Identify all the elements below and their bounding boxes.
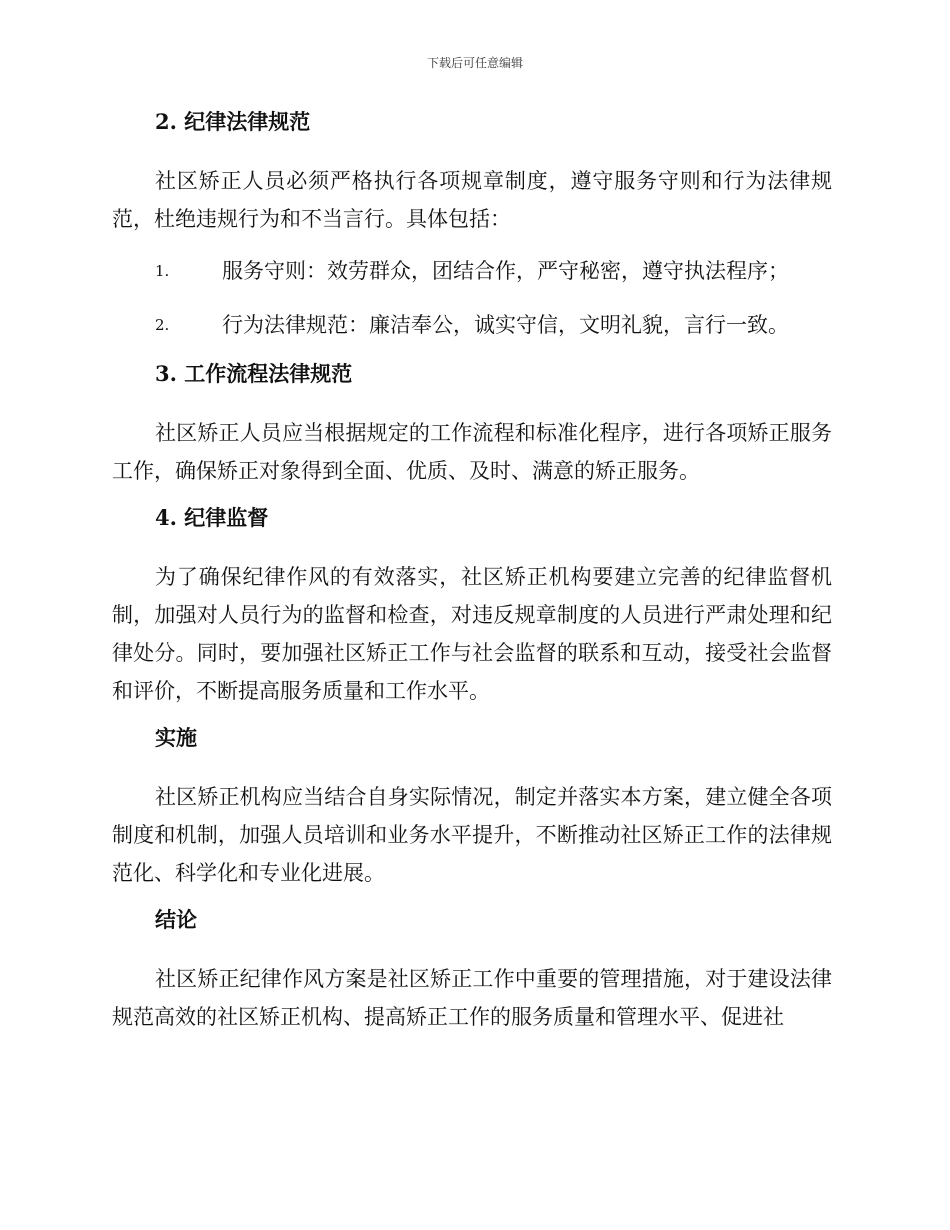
section-paragraph-implementation: 社区矫正机构应当结合自身实际情况，制定并落实本方案，建立健全各项制度和机制，加强人员培训和业务水平提升，不断推动社区矫正工作的法律规范化、科学化和专业化进展。 xyxy=(112,785,832,885)
page-header: 下载后可任意编辑 xyxy=(426,56,523,70)
section-heading-3: 3. 工作流程法律规范 xyxy=(155,361,353,386)
section-heading-conclusion: 结论 xyxy=(155,907,197,932)
section-heading-implementation: 实施 xyxy=(155,725,197,750)
list-item-number: 1. xyxy=(155,262,170,280)
section-paragraph-3: 社区矫正人员应当根据规定的工作流程和标准化程序，进行各项矫正服务工作，确保矫正对象得到全面、优质、及时、满意的矫正服务。 xyxy=(112,421,832,483)
section-heading-2: 2. 纪律法律规范 xyxy=(155,109,311,134)
list-item xyxy=(112,252,832,290)
section-heading-4: 4. 纪律监督 xyxy=(155,505,269,530)
list-item-text: 服务守则：效劳群众，团结合作，严守秘密，遵守执法程序； xyxy=(222,259,789,283)
section-paragraph-4: 为了确保纪律作风的有效落实，社区矫正机构要建立完善的纪律监督机制，加强对人员行为的监督和检查，对违反规章制度的人员进行严肃处理和纪律处分。同时，要加强社区矫正工作与社会监督的联系和互动，接受社会监督和评价，不断提高服务质量和工作水平。 xyxy=(112,565,832,703)
document-body xyxy=(112,108,832,1050)
list-item-text: 行为法律规范：廉洁奉公，诚实守信，文明礼貌，言行一致。 xyxy=(222,313,789,337)
section-paragraph-conclusion: 社区矫正纪律作风方案是社区矫正工作中重要的管理措施，对于建设法律规范高效的社区矫正机构、提高矫正工作的服务质量和管理水平、促进社 xyxy=(112,967,832,1029)
list-item xyxy=(112,306,832,344)
section-paragraph-2: 社区矫正人员必须严格执行各项规章制度，遵守服务守则和行为法律规范，杜绝违规行为和不当言行。具体包括： xyxy=(112,169,832,231)
list-item-number: 2. xyxy=(155,316,170,334)
